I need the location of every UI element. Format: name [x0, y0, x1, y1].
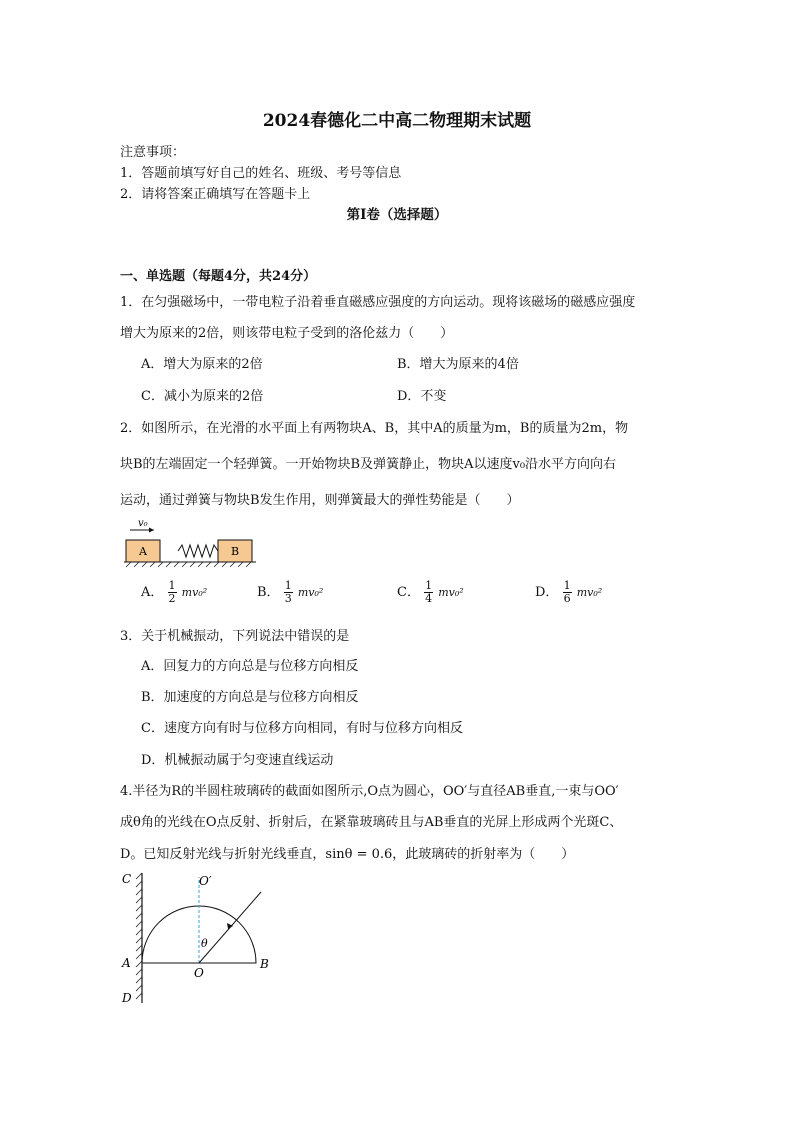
q2-option-c-numerator: 1 [425, 579, 433, 592]
notes-item-2: 2．请将答案正确填写在答题卡上 [120, 187, 311, 202]
q2-option-b-fraction [284, 580, 293, 605]
q1-option-a: A．增大为原来的2倍 [141, 357, 263, 372]
q2-option-b [257, 580, 323, 605]
q3-option-c: C．速度方向有时与位移方向相同，有时与位移方向相反 [141, 721, 463, 736]
q3-option-b: B．加速度的方向总是与位移方向相反 [141, 690, 359, 705]
q2-option-c-fraction [424, 580, 433, 605]
q3-option-a: A．回复力的方向总是与位移方向相反 [141, 659, 359, 674]
q2-option-c-letter: C． [397, 585, 420, 600]
label-d: D [122, 991, 132, 1005]
q2-option-b-denominator: 3 [284, 592, 292, 605]
q1-line-2: 增大为原来的2倍，则该带电粒子受到的洛伦兹力（ ） [120, 326, 454, 341]
q3-line-1: 3．关于机械振动，下列说法中错误的是 [120, 629, 350, 644]
label-theta: θ [201, 937, 208, 950]
q4-line-1: 4.半径为R的半圆柱玻璃砖的截面如图所示,O点为圆心，OO′与直径AB垂直,一束与OO′ [120, 784, 619, 799]
q2-option-c-expr: mv₀² [438, 586, 464, 599]
notes-item-1: 1．答题前填写好自己的姓名、班级、考号等信息 [120, 166, 402, 181]
q2-option-a-denominator: 2 [168, 592, 176, 605]
label-c: C [122, 872, 132, 886]
q2-option-d [535, 580, 602, 605]
q2-option-d-numerator: 1 [563, 579, 571, 592]
velocity-label: v₀ [138, 518, 148, 529]
q2-option-d-fraction [563, 580, 572, 605]
q1-line-1: 1．在匀强磁场中，一带电粒子沿着垂直磁感应强度的方向运动。现将该磁场的磁感应强度 [120, 295, 636, 310]
q4-figure-semicircle [115, 865, 280, 1010]
block-b-label: B [230, 545, 240, 558]
screen-hatch [136, 873, 142, 999]
spring [178, 545, 218, 557]
page-title: 2024春德化二中高二物理期末试题 [262, 111, 532, 131]
label-o: O [194, 966, 204, 980]
q2-line-3: 运动，通过弹簧与物块B发生作用，则弹簧最大的弹性势能是（ ） [120, 493, 520, 508]
q2-option-d-letter: D． [535, 585, 559, 600]
q2-figure-blocks-spring [120, 512, 260, 572]
block-a-label: A [139, 545, 147, 558]
q2-option-a-numerator: 1 [168, 579, 176, 592]
q2-option-c [397, 580, 464, 605]
q3-option-d: D．机械振动属于匀变速直线运动 [141, 753, 334, 768]
ground-hatch [126, 562, 251, 567]
notes-heading: 注意事项： [120, 145, 186, 160]
q1-option-b: B．增大为原来的4倍 [397, 357, 519, 372]
q2-option-d-denominator: 6 [563, 592, 571, 605]
q2-option-b-numerator: 1 [284, 579, 292, 592]
q2-option-b-letter: B． [257, 585, 280, 600]
label-a: A [122, 956, 131, 970]
q2-option-d-expr: mv₀² [576, 586, 603, 599]
velocity-arrowhead [149, 528, 154, 533]
volume-title: 第I卷（选择题） [346, 207, 448, 223]
section-title: 一、单选题（每题4分，共24分） [120, 269, 317, 284]
q2-option-a-expr: mv₀² [181, 586, 208, 599]
q2-option-a-letter: A． [141, 585, 164, 600]
label-o-prime: O′ [199, 874, 212, 888]
q2-line-2: 块B的左端固定一个轻弹簧。一开始物块B及弹簧静止，物块A以速度v₀沿水平方向向右 [120, 457, 617, 472]
q2-option-c-denominator: 4 [425, 592, 433, 605]
q1-option-c: C．减小为原来的2倍 [141, 389, 264, 404]
q2-option-a [141, 580, 207, 605]
q4-line-3: D。已知反射光线与折射光线垂直，sinθ = 0.6，此玻璃砖的折射率为（ ） [120, 847, 575, 862]
q2-line-1: 2．如图所示，在光滑的水平面上有两物块A、B，其中A的质量为m，B的质量为2m，物 [120, 421, 629, 436]
q1-option-d: D．不变 [397, 389, 447, 404]
semicircle [142, 906, 256, 963]
label-b: B [260, 957, 269, 971]
q2-option-a-fraction [168, 580, 177, 605]
q2-option-b-expr: mv₀² [297, 586, 324, 599]
q4-line-2: 成θ角的光线在O点反射、折射后，在紧靠玻璃砖且与AB垂直的光屏上形成两个光斑C、 [120, 815, 623, 830]
